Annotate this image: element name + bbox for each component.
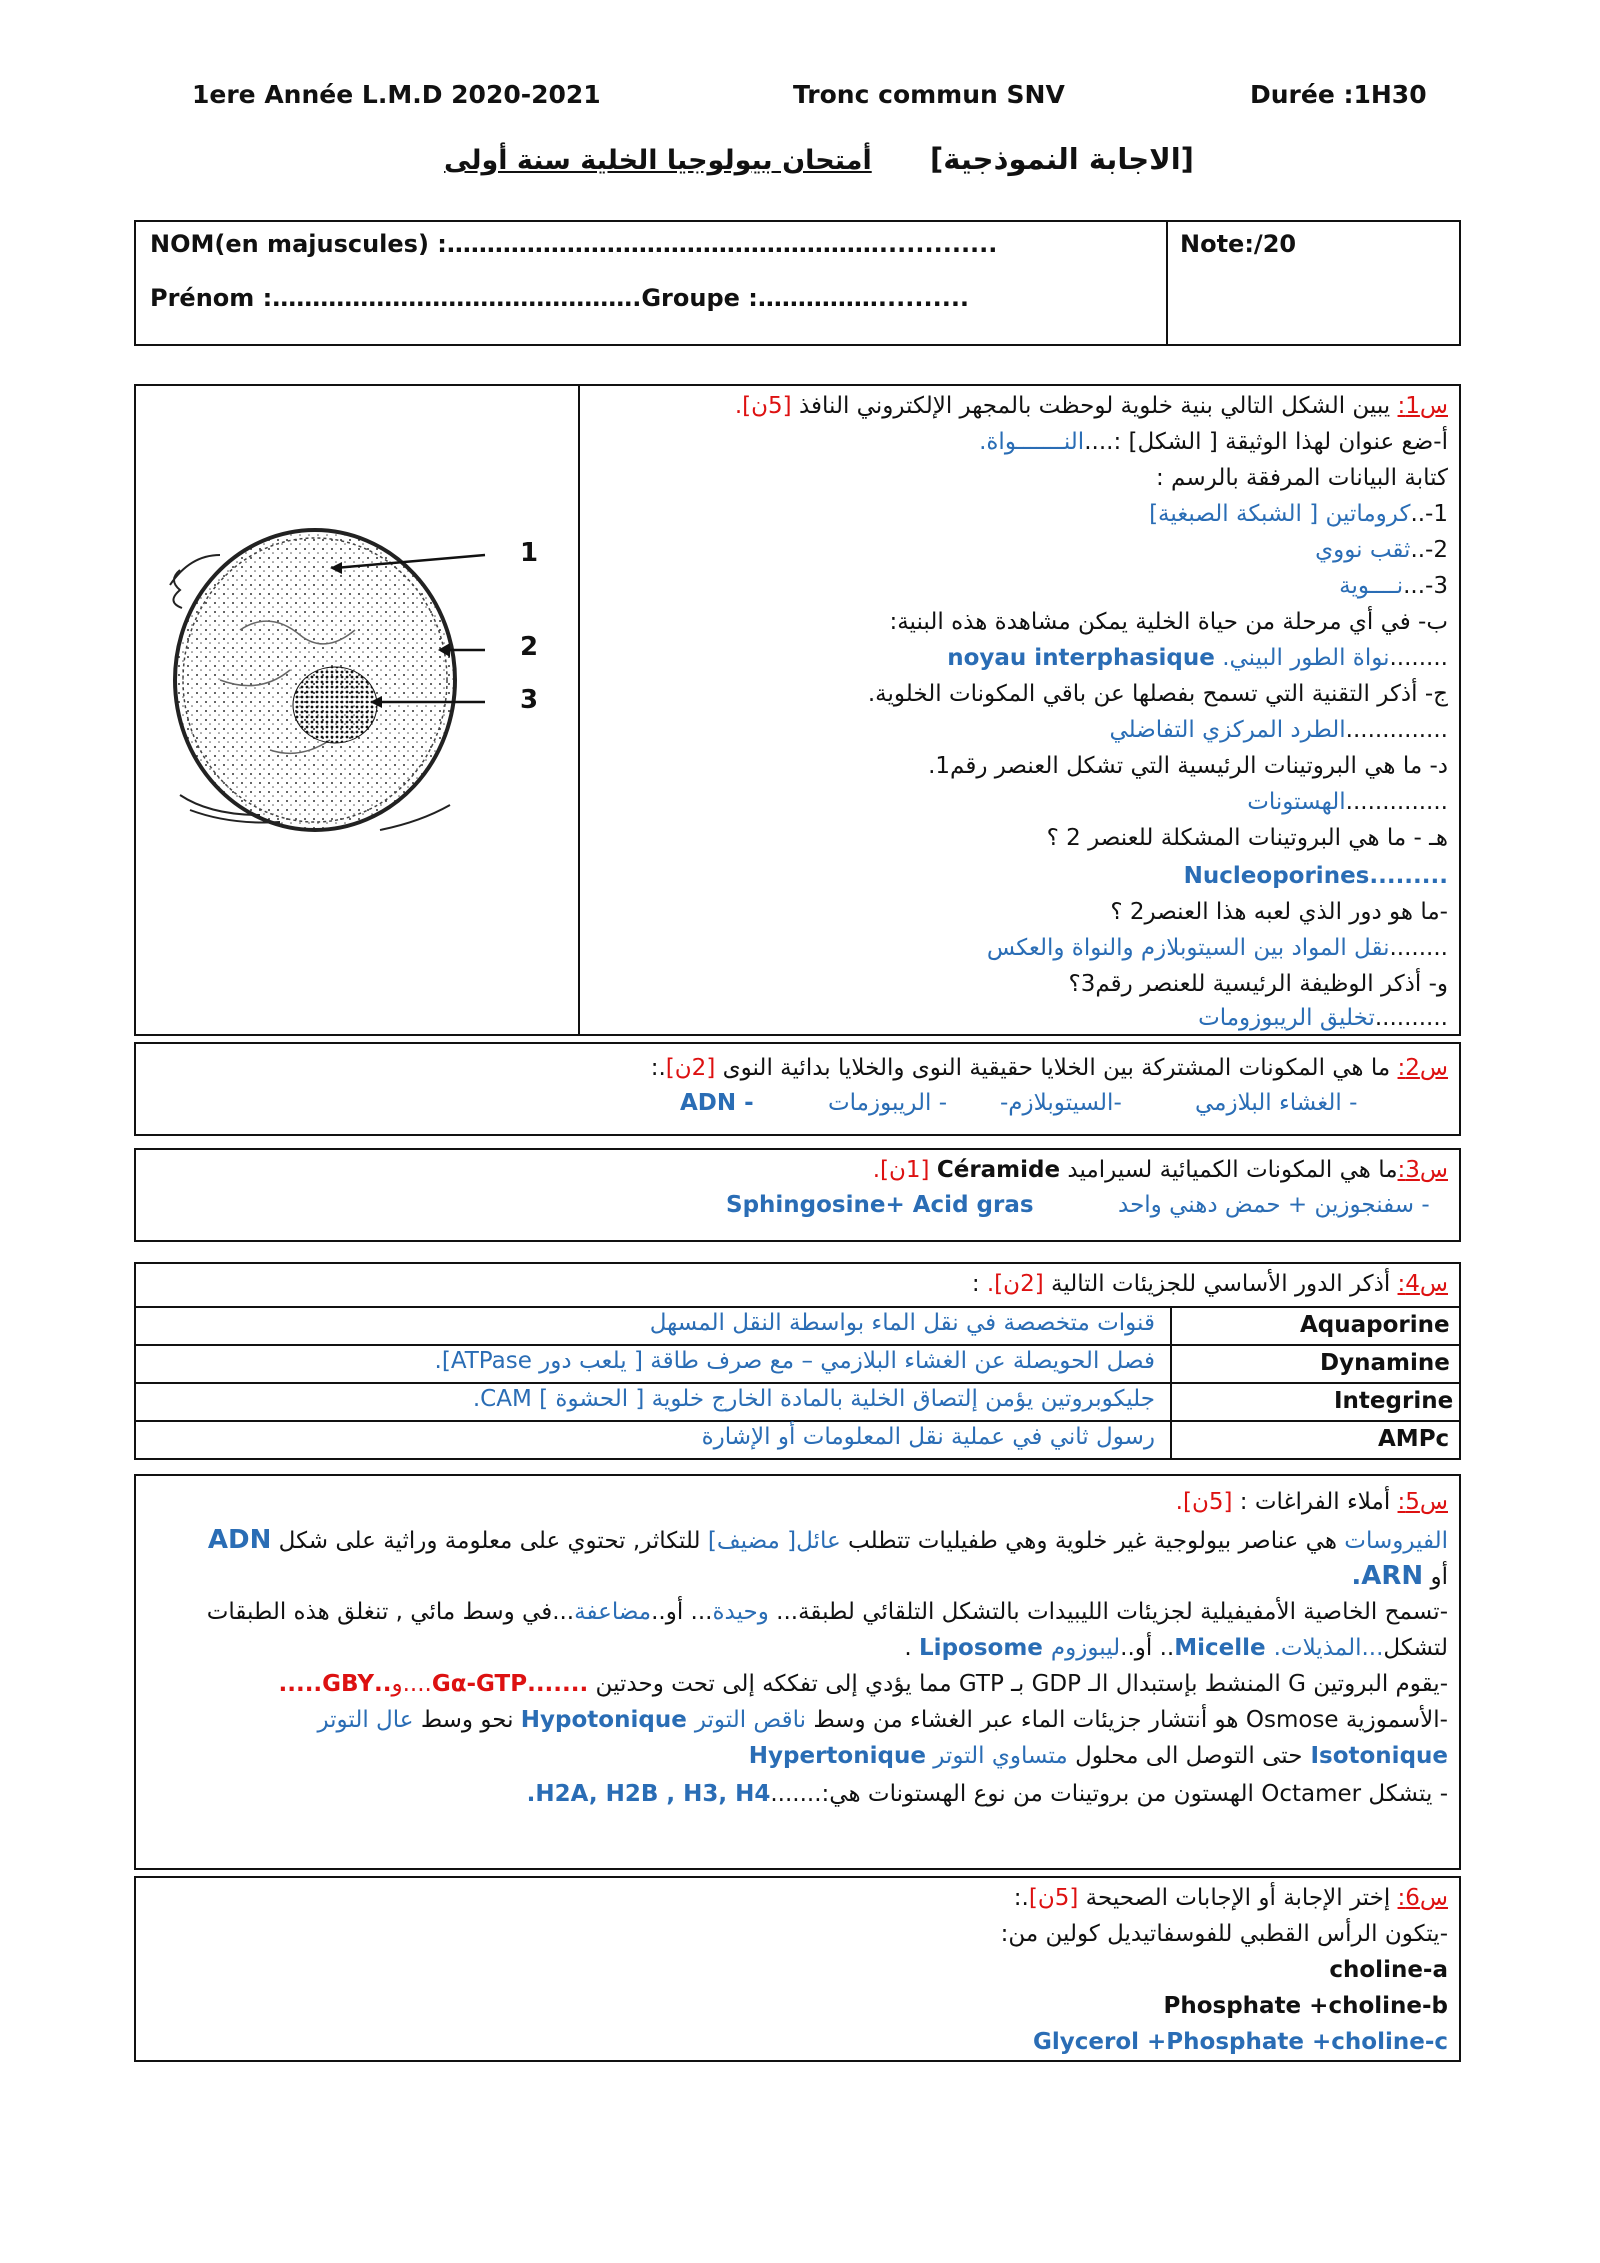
q4-label: س4: [1397,1271,1448,1297]
q2-answer-3: - الريبوزمات [828,1090,948,1116]
header-duree: Durée :1H30 [1250,80,1427,109]
q1-a [590,424,1448,461]
q5-l2-b: ARN. [1351,1561,1424,1591]
q2-points: [2ن] [665,1055,716,1081]
q1-stem: يبين الشكل التالي بنية خلوية لوحظت بالمجهر الإلكتروني النافذ [798,393,1391,419]
q1-l2-answer: ثقب نووي [1315,537,1411,563]
q1-l1-num: 1-.. [1410,501,1448,527]
q1-text [590,388,1448,1031]
q2-answer-1: - الغشاء البلازمي [1195,1090,1358,1116]
q6-tail: .: [1013,1885,1029,1911]
q5-line-8 [150,1776,1448,1813]
q1-points: [5ن]. [734,393,792,419]
q4-term-aquaporine: Aquaporine [1300,1312,1450,1338]
q5-stem: أملاء الفراغات : [1239,1489,1391,1515]
q1-e-question: هـ - ما هي البروتينات المشكلة للعنصر 2 ؟ [1046,825,1448,851]
q5-text [150,1484,1448,1864]
q4-role-ampc: رسول ثاني في عملية نقل المعلومات أو الإشارة [701,1424,1155,1450]
q5-line-1 [150,1522,1448,1560]
q5-l1-b: هي عناصر بيولوجية غير خلوية وهي طفيليات تتطلب [840,1528,1345,1554]
q4-rule-0 [134,1306,1461,1308]
q1-divider [578,384,580,1036]
q6-stem-line: -يتكون الرأس القطبي للفوسفاتيديل كولين من: [1000,1921,1448,1947]
q1-l3-answer: نــــوية [1339,573,1404,599]
q1-e2-answer: نقل المواد بين السيتوبلازم والنواة والعكس [986,935,1390,961]
q1-b-dots: ........ [1389,645,1448,671]
q1-l2-num: 2-.. [1410,537,1448,563]
q2-answer-2: -السيتوبلازم- [1000,1090,1122,1116]
q3-stem: ما هي المكونات الكميائية لسيراميد [1067,1157,1398,1183]
q3-points: [1ن]. [872,1157,930,1183]
figure-label-1: 1 [520,538,539,568]
q2-stem: ما هي المكونات المشتركة بين الخلايا حقيقية النوى والخلايا بدائية النوى [722,1055,1391,1081]
q4-rule-2 [134,1382,1461,1384]
q5-line-3 [150,1594,1448,1631]
q5-l4-b: ...المذيلات. [1273,1635,1384,1661]
q5-l5-b: .......Gα-GTP [431,1671,589,1697]
figure-label-3: 3 [520,685,539,715]
q6-stem: إختر الإجابة أو الإجابات الصحيحة [1085,1885,1391,1911]
q3-term: Céramide [936,1157,1061,1183]
q3-answer-fr: Sphingosine+ Acid gras [726,1192,1034,1218]
q1-e2-question: -ما هو دور الذي لعبه هذا العنصر2 ؟ [1110,899,1448,925]
q3-answer-ar: - سفنجوزين + حمض دهني واحد [1118,1192,1430,1218]
q5-points: [5ن]. [1175,1489,1233,1515]
q1-label: س1: [1397,393,1448,419]
q5-l4-c: Micelle [1174,1635,1274,1661]
q5-line-5 [150,1666,1448,1703]
q4-rule-3 [134,1420,1461,1422]
identity-divider [1166,220,1168,346]
nucleus-drawing [150,510,570,840]
header-tronc: Tronc commun SNV [793,80,1065,109]
q5-line-6 [150,1702,1448,1739]
q4-question [150,1266,1448,1303]
q1-e [590,858,1448,895]
q1-l3 [590,568,1448,605]
q1-b-answer-fr: noyau interphasique [947,645,1215,671]
q5-l3-c: ... أو.. [651,1599,713,1625]
q4-stem: أذكر الدور الأساسي للجزيئات التالية [1051,1271,1391,1297]
q1-a-answer: النـــــــواة. [979,429,1085,455]
q2-tail: .: [650,1055,666,1081]
q4-term-dynamine: Dynamine [1320,1350,1450,1376]
q5-l6-a: -الأسموزية Osmose هو أنتشار جزيئات الماء عبر الغشاء من وسط [806,1707,1448,1733]
q1-question [590,388,1448,425]
q1-e-answer: Nucleoporines......... [1183,863,1448,889]
q1-b-answer-ar: نواة الطور البيني. [1222,645,1390,671]
q6-label: س6: [1397,1885,1448,1911]
title-exam: أمتحان بيولوجيا الخلية سنة أولى [444,145,872,176]
q5-l6-c: Hypotonique [520,1707,695,1733]
q3-question [150,1152,1448,1189]
q5-l4-g: . [904,1635,920,1661]
q1-l2 [590,532,1448,569]
q5-l7-a: Hypertonique [748,1743,926,1769]
q4-role-dynamine: فصل الحويصلة عن الغشاء البلازمي – مع صرف طاقة [ يلعب دور ATPase]. [434,1348,1155,1374]
q2-question [150,1050,1448,1087]
q1-e2-dots: ........ [1389,935,1448,961]
q5-l7-c: متساوي التوتر [933,1743,1068,1769]
q5-l6-e: عال التوتر [317,1707,414,1733]
q5-l3-a: -تسمح الخاصية الأمفيفيلية لجزيئات الليبيدات بالتشكل التلقائي لطبقة... [768,1599,1448,1625]
q4-points: [2ن]. [986,1271,1044,1297]
q6-option-a[interactable]: choline-a [1329,1957,1448,1983]
q3-label: س3: [1397,1157,1448,1183]
q1-b-question: ب- في أي مرحلة من حياة الخلية يمكن مشاهدة هذه البنية: [889,609,1448,635]
q6-points: [5ن] [1028,1885,1079,1911]
q5-l7-b: حتى التوصل الى محلول [925,1743,1303,1769]
q5-l3-d: مضاعفة [574,1599,652,1625]
q6-option-b[interactable]: Phosphate +choline-b [1163,1993,1448,2019]
q5-l2-a: أو [1423,1564,1448,1590]
q5-l5-c: ....و [391,1671,432,1697]
q5-l1-c: عائل[ مضيف] [707,1528,841,1554]
q5-line-2 [150,1558,1448,1596]
q1-c-answer: الطرد المركزي التفاضلي [1109,717,1346,743]
q2-answer-4: ADN - [680,1090,754,1116]
title-model: [الاجابة النموذجية] [930,142,1194,176]
q5-line-7 [150,1738,1448,1775]
nucleus-figure [150,510,570,840]
q4-col-divider [1170,1306,1172,1460]
note-field[interactable]: Note:/20 [1180,230,1297,258]
q1-d [590,784,1448,821]
q5-l4-d: .. أو.. [1120,1635,1175,1661]
q1-e2 [590,930,1448,967]
q5-line-4 [150,1630,1448,1667]
q4-term-integrine: Integrine [1334,1388,1454,1414]
q1-f [590,1000,1448,1037]
q5-l3-b: وحيدة [712,1599,769,1625]
q1-c-dots: .............. [1345,717,1448,743]
q1-d-dots: .............. [1345,789,1448,815]
q1-d-question: د- ما هي البروتينات الرئيسية التي تشكل العنصر رقم1. [928,753,1448,779]
q5-label: س5: [1397,1489,1448,1515]
q6-option-c[interactable]: Glycerol +Phosphate +choline-c [1033,2029,1448,2055]
q4-rule-1 [134,1344,1461,1346]
q1-f-answer: تخليق الريبوزومات [1198,1005,1375,1031]
header-year: 1ere Année L.M.D 2020-2021 [192,80,601,109]
q5-l6-d: نحو وسط [413,1707,521,1733]
q1-f-question: و- أذكر الوظيفة الرئيسية للعنصر رقم3؟ [1068,971,1448,997]
q1-l1-answer: كروماتين [ الشبكة الصبغية] [1149,501,1411,527]
q4-tail: : [971,1271,987,1297]
q1-labels-q: كتابة البيانات المرفقة بالرسم : [1155,465,1448,491]
q2-label: س2: [1397,1055,1448,1081]
q5-l1-e: ADN [207,1525,272,1555]
q1-l3-num: 3-... [1403,573,1448,599]
q1-b [590,640,1448,677]
q4-role-aquaporine: قنوات متخصصة في نقل الماء بواسطة النقل المسهل [649,1310,1155,1336]
q5-l4-e: ليبوزوم [1050,1635,1121,1661]
q5-l8-a: - يتشكل Octamer الهستون من بروتينات من نوع الهستونات هي:....... [770,1781,1448,1807]
q5-l1-a: الفيروسات [1344,1528,1448,1554]
q1-d-answer: الهستونات [1247,789,1346,815]
q1-c [590,712,1448,749]
q5-l6-b: ناقص التوتر [694,1707,807,1733]
q5-l1-d: للتكاثر, تحتوي على معلومة وراثية على شكل [271,1528,708,1554]
q5-l4-a: لتشكل [1383,1635,1448,1661]
figure-label-2: 2 [520,632,539,662]
q1-f-dots: .......... [1374,1005,1448,1031]
q5-l7-d: Isotonique [1302,1743,1448,1769]
q1-c-question: ج- أذكر التقنية التي تسمح بفصلها عن باقي المكونات الخلوية. [867,681,1448,707]
nom-field[interactable]: NOM(en majuscules) :………………………………………………............. [150,230,998,258]
q5-l3-e: ...في وسط مائي , تنغلق هذه الطبقات [206,1599,575,1625]
q1-a-question: أ-ضع عنوان لهذا الوثيقة [ الشكل] :.... [1084,429,1448,455]
q4-role-integrine: جليكوبروتين يؤمن إلتصاق الخلية بالمادة الخارج خلوية [ الحشوة ] CAM. [472,1386,1155,1412]
prenom-field[interactable]: Prénom :……………………………………….Groupe :…………….......... [150,284,970,312]
q5-l5-a: -يقوم البروتين G المنشط بإستبدال الـ GDP بـ GTP مما يؤدي إلى تفككه إلى تحت وحدتين [588,1671,1448,1697]
q6-text [150,1880,1448,2056]
q5-l4-f: Liposome [919,1635,1051,1661]
q6-question [150,1880,1448,1917]
q5-l8-b: H2A, H2B , H3, H4. [526,1781,771,1807]
q5-l5-d: ..GBY..... [278,1671,392,1697]
q5-question [150,1484,1448,1521]
q4-term-ampc: AMPc [1378,1426,1450,1452]
q1-l1 [590,496,1448,533]
